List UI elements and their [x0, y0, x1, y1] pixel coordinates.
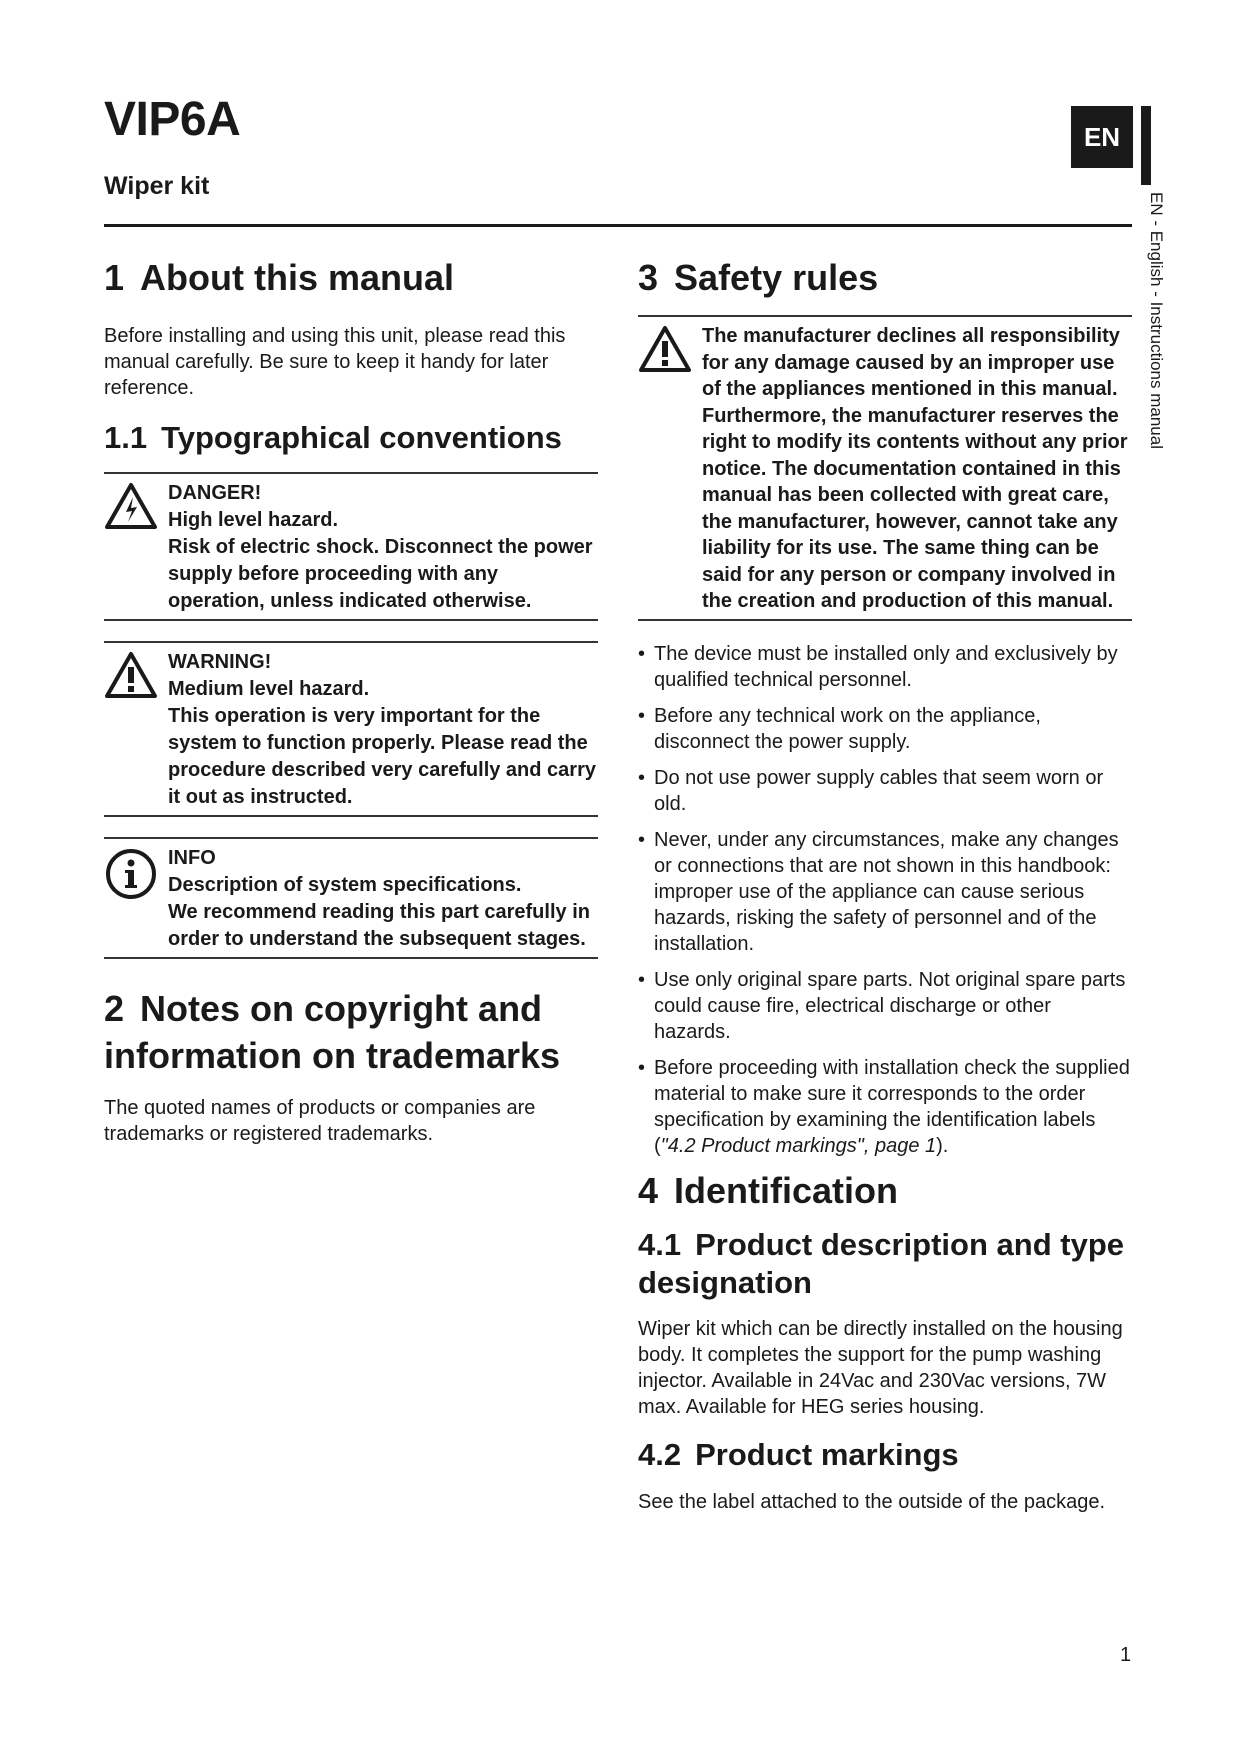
warning-text: This operation is very important for the system to function properly. Please read the procedure described very carefully and carry it out as instructed. [168, 705, 596, 809]
safety-warning-text: The manufacturer declines all responsibility for any damage caused by an improper use of the appliances mentioned in this manual. Furthermore, the manufacturer reserves the right to modify its contents without any prior notice. The documentation contained in this manual has been collected with great care, the manufacturer, however, cannot take any liability for its use. The same thing can be said for any person or company involved in the creation and production of this manual. [702, 325, 1128, 613]
info-title: INFO [168, 847, 216, 870]
info-text: We recommend reading this part carefully in order to understand the subsequent stages. [168, 901, 590, 951]
section-1-body: Before installing and using this unit, please read this manual carefully. Be sure to keep it handy for later reference. [104, 325, 566, 400]
danger-text: Risk of electric shock. Disconnect the power supply before proceeding with any operation, unless indicated otherwise. [168, 536, 593, 613]
warning-icon [638, 323, 702, 615]
danger-note [104, 472, 598, 621]
list-item: • The device must be installed only and exclusively by qualified technical personnel. [638, 642, 1118, 691]
warning-note [104, 641, 598, 817]
section-4-1-heading: 4.1 Product description and type designation [638, 1226, 1124, 1300]
document-subtitle: Wiper kit [104, 172, 210, 200]
warning-icon [104, 649, 168, 811]
section-2-body: The quoted names of products or companies are trademarks or registered trademarks. [104, 1097, 536, 1146]
warning-level: Medium level hazard. [168, 678, 370, 701]
language-badge: EN [1071, 106, 1133, 168]
safety-warning-box [638, 315, 1132, 621]
section-3-heading: 3 Safety rules [638, 257, 879, 298]
cross-reference-link[interactable]: "4.2 Product markings", page 1 [660, 1134, 937, 1157]
list-item: • Do not use power supply cables that seem worn or old. [638, 766, 1104, 815]
info-icon [104, 845, 168, 953]
section-4-1-body: Wiper kit which can be directly installed on the housing body. It completes the support for the pump washing injector. Available in 24Vac and 230Vac versions, 7W max. Available for HEG series housing. [638, 1317, 1123, 1418]
danger-title: DANGER! [168, 482, 262, 505]
safety-rules-list [638, 641, 1132, 1159]
document-title: VIP6A [104, 93, 241, 146]
side-tab-bar [1141, 106, 1151, 185]
page-number: 1 [1120, 1644, 1132, 1666]
electric-hazard-icon [104, 480, 168, 615]
info-note [104, 837, 598, 959]
section-4-2-heading: 4.2 Product markings [638, 1436, 959, 1472]
list-item: • Use only original spare parts. Not original spare parts could cause fire, electrical discharge or other hazards. [638, 968, 1126, 1043]
info-level: Description of system specifications. [168, 874, 522, 897]
warning-title: WARNING! [168, 651, 272, 674]
section-4-heading: 4 Identification [638, 1169, 899, 1211]
section-2-heading: 2 Notes on copyright and information on trademarks [104, 988, 561, 1077]
header-divider [104, 224, 1132, 227]
list-item: • Before any technical work on the appliance, disconnect the power supply. [638, 704, 1041, 753]
section-1-1-heading: 1.1 Typographical conventions [104, 420, 562, 456]
list-item: • Never, under any circumstances, make any changes or connections that are not shown in this handbook: improper use of the appliance can cause serious hazards, risking the safety of personnel and of the installation. [638, 828, 1119, 955]
side-language-label: EN - English - Instructions manual [1147, 192, 1166, 449]
left-column [104, 256, 598, 1147]
right-column [638, 256, 1132, 1515]
section-4-2-body: See the label attached to the outside of the package. [638, 1491, 1106, 1514]
section-1-heading: 1 About this manual [104, 257, 455, 298]
danger-level: High level hazard. [168, 509, 339, 532]
list-item: • Before proceeding with installation check the supplied material to make sure it corresponds to the order specification by examining the identification labels ("4.2 Product markings", page 1). [638, 1056, 1130, 1157]
